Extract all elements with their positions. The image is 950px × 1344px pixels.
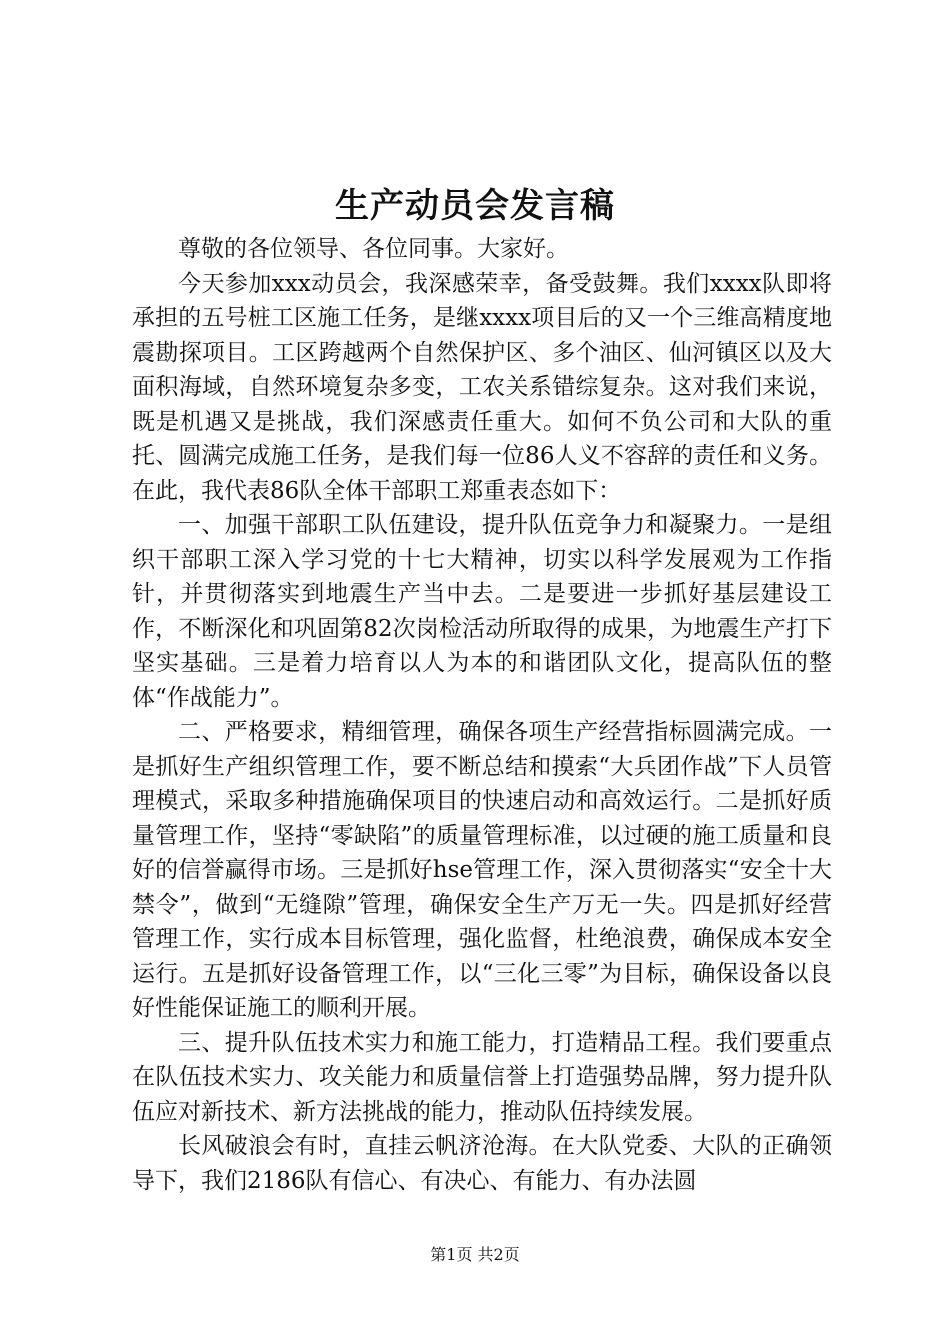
paragraph-closing: 长风破浪会有时，直挂云帆济沧海。在大队党委、大队的正确领导下，我们2186队有信心、有决心、有能力、有办法圆 (132, 1133, 832, 1194)
paragraph-intro: 今天参加xxx动员会，我深感荣幸，备受鼓舞。我们xxxx队即将承担的五号桩工区施工任务，是继xxxx项目后的又一个三维高精度地震勘探项目。工区跨越两个自然保护区、多个油区、仙河镇区以及大面积海域，自然环境复杂多变，工农关系错综复杂。这对我们来说，既是机遇又是挑战，我们深感责任重大。如何不负公司和大队的重托、圆满完成施工任务，是我们每一位86人义不容辞的责任和义务。在此，我代表86队全体干部职工郑重表态如下： (132, 270, 832, 504)
document-title: 生产动员会发言稿 (335, 186, 615, 226)
paragraph-point-2: 二、严格要求，精细管理，确保各项生产经营指标圆满完成。一是抓好生产组织管理工作，要不断总结和摸索“大兵团作战”下人员管理模式，采取多种措施确保项目的快速启动和高效运行。二是抓好质量管理工作，坚持“零缺陷”的质量管理标准，以过硬的施工质量和良好的信誉赢得市场。三是抓好hse管理工作，深入贯彻落实“安全十大禁令”，做到“无缝隙”管理，确保安全生产万无一失。四是抓好经营管理工作，实行成本目标管理，强化监督，杜绝浪费，确保成本安全运行。五是抓好设备管理工作，以“三化三零”为目标，确保设备以良好性能保证施工的顺利开展。 (132, 719, 832, 1021)
paragraph-greeting: 尊敬的各位领导、各位同事。大家好。 (178, 236, 569, 262)
page-number-footer: 第1页 共2页 (430, 1245, 520, 1264)
paragraph-point-1: 一、加强干部职工队伍建设，提升队伍竞争力和凝聚力。一是组织干部职工深入学习党的十七大精神，切实以科学发展观为工作指针，并贯彻落实到地震生产当中去。二是要进一步抓好基层建设工作，不断深化和巩固第82次岗检活动所取得的成果，为地震生产打下坚实基础。三是着力培育以人为本的和谐团队文化，提高队伍的整体“作战能力”。 (132, 512, 832, 711)
document-body (132, 232, 832, 1198)
paragraph-point-3: 三、提升队伍技术实力和施工能力，打造精品工程。我们要重点在队伍技术实力、攻关能力和质量信誉上打造强势品牌，努力提升队伍应对新技术、新方法挑战的能力，推动队伍持续发展。 (132, 1029, 832, 1125)
